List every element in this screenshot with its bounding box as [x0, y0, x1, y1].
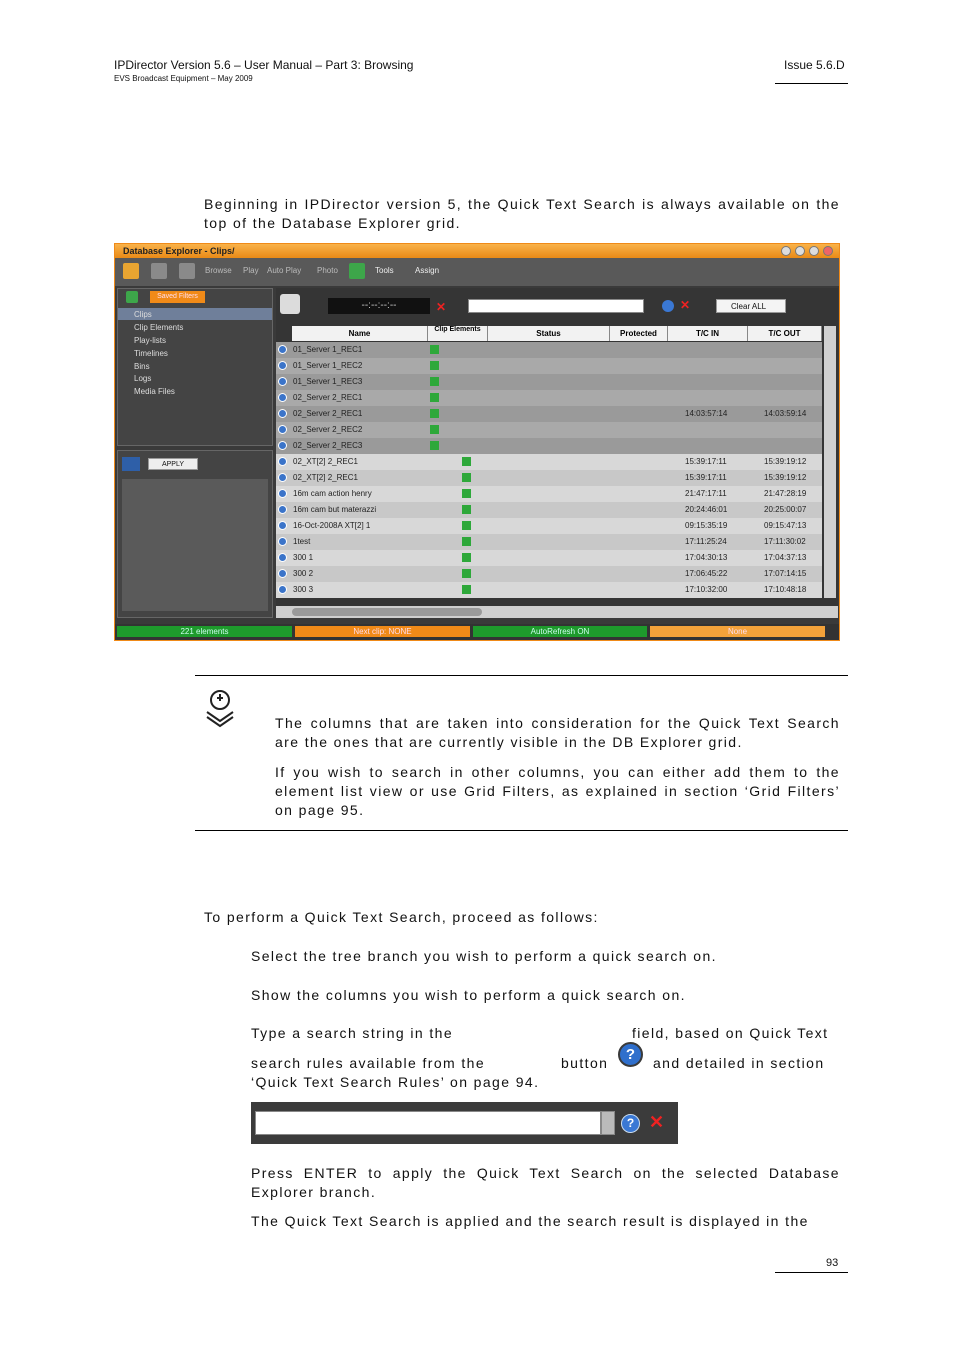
- table-row[interactable]: 300 3 17:10:32:00 17:10:48:18: [276, 582, 822, 598]
- maximize-icon[interactable]: [809, 246, 819, 256]
- column-tc-out[interactable]: T/C OUT: [748, 326, 822, 341]
- status-none: None: [650, 626, 825, 637]
- window-title: Database Explorer - Clips/: [123, 246, 235, 256]
- header-rule: [775, 83, 848, 84]
- step-5: The Quick Text Search is applied and the search result is displayed in the: [251, 1213, 809, 1229]
- header-title: IPDirector Version 5.6 – User Manual – Part 3: Browsing: [114, 58, 414, 72]
- step-3-part-f: ‘Quick Text Search Rules’ on page 94.: [251, 1074, 540, 1090]
- help-icon[interactable]: ?: [621, 1114, 640, 1133]
- vertical-scrollbar[interactable]: [824, 326, 836, 598]
- table-row[interactable]: 16m cam but materazzi 20:24:46:01 20:25:00:07: [276, 502, 822, 518]
- search-icon[interactable]: [122, 457, 140, 471]
- chevron-down-icon[interactable]: [601, 1111, 615, 1135]
- table-row[interactable]: 300 1 17:04:30:13 17:04:37:13: [276, 550, 822, 566]
- window-titlebar: [115, 244, 839, 258]
- play-button[interactable]: Play: [243, 266, 259, 275]
- table-row[interactable]: 02_Server 2_REC1 14:03:57:14 14:03:59:14: [276, 406, 822, 422]
- print-icon[interactable]: [151, 263, 167, 279]
- note-paragraph-2: If you wish to search in other columns, you can either add them to the element list view or use Grid Filters, as explained in section ‘Grid Filters’ on page 95.: [275, 764, 840, 818]
- table-row[interactable]: 16m cam action henry 21:47:17:11 21:47:28:19: [276, 486, 822, 502]
- table-row[interactable]: 02_XT[2] 2_REC1 15:39:17:11 15:39:19:12: [276, 454, 822, 470]
- step-3-part-a: Type a search string in the: [251, 1025, 453, 1041]
- printer-icon[interactable]: [179, 263, 195, 279]
- tree-item-playlists[interactable]: Play-lists: [134, 336, 167, 345]
- browse-button[interactable]: Browse: [205, 266, 232, 275]
- column-status[interactable]: Status: [488, 326, 610, 341]
- autoplay-button[interactable]: Auto Play: [267, 266, 302, 275]
- close-icon[interactable]: [823, 246, 833, 256]
- step-3-part-d: button: [561, 1055, 609, 1071]
- view-icon[interactable]: [123, 263, 139, 279]
- apply-button[interactable]: APPLY: [148, 458, 198, 470]
- table-row[interactable]: 02_XT[2] 2_REC1 15:39:17:11 15:39:19:12: [276, 470, 822, 486]
- refresh-icon[interactable]: [349, 263, 365, 279]
- note-bottom-rule: [195, 830, 848, 831]
- magnifier-icon[interactable]: [280, 294, 300, 314]
- step-3-part-e: and detailed in section: [653, 1055, 825, 1071]
- note-paragraph-1: The columns that are taken into consideration for the Quick Text Search are the ones that are currently visible in the DB Explorer grid.: [275, 715, 840, 750]
- tree-item-bins[interactable]: Bins: [134, 362, 150, 371]
- saved-filters-tab[interactable]: Saved Filters: [150, 291, 205, 303]
- footer-rule: [775, 1272, 848, 1273]
- grid-area: [276, 288, 838, 618]
- horizontal-scrollbar[interactable]: [276, 606, 838, 618]
- table-row[interactable]: 01_Server 1_REC2: [276, 358, 822, 374]
- table-row[interactable]: 1test 17:11:25:24 17:11:30:02: [276, 534, 822, 550]
- table-row[interactable]: 01_Server 1_REC1: [276, 342, 822, 358]
- clear-icon[interactable]: ✕: [649, 1112, 665, 1132]
- column-name[interactable]: Name: [292, 326, 428, 341]
- note-icon: [203, 688, 237, 728]
- timecode-field[interactable]: --:--:--:--: [328, 298, 430, 314]
- table-row[interactable]: 01_Server 1_REC3: [276, 374, 822, 390]
- database-explorer-screenshot: [114, 243, 840, 641]
- page-number: 93: [826, 1257, 839, 1269]
- status-autorefresh: AutoRefresh ON: [473, 626, 647, 637]
- step-3-part-b: field, based on Quick Text: [632, 1025, 829, 1041]
- grid-rows: [276, 342, 822, 598]
- step-1: Select the tree branch you wish to perform a quick search on.: [251, 948, 717, 964]
- photo-button[interactable]: Photo: [317, 266, 338, 275]
- quick-text-help-icon: ?: [618, 1042, 643, 1067]
- tree-item-media-files[interactable]: Media Files: [134, 387, 175, 396]
- note-top-rule: [195, 675, 848, 676]
- tree-item-timelines[interactable]: Timelines: [134, 349, 168, 358]
- filter-panel: [117, 450, 273, 618]
- column-tc-in[interactable]: T/C IN: [668, 326, 748, 341]
- clear-search-icon[interactable]: ✕: [680, 298, 691, 312]
- toolbar: [115, 258, 839, 286]
- assign-button[interactable]: Assign: [415, 266, 440, 275]
- step-4: Press ENTER to apply the Quick Text Search on the selected Database Explorer branch.: [251, 1165, 840, 1200]
- status-bar: [115, 624, 839, 640]
- help-window-icon[interactable]: [781, 246, 791, 256]
- table-row[interactable]: 300 2 17:06:45:22 17:07:14:15: [276, 566, 822, 582]
- tools-menu[interactable]: Tools: [375, 266, 394, 275]
- tree-item-clips[interactable]: Clips: [134, 310, 152, 319]
- step-3-part-c: search rules available from the: [251, 1055, 486, 1071]
- status-next-clip: Next clip: NONE: [295, 626, 470, 637]
- procedure-lead: To perform a Quick Text Search, proceed as follows:: [204, 909, 599, 925]
- minimize-icon[interactable]: [795, 246, 805, 256]
- header-subtitle: EVS Broadcast Equipment – May 2009: [114, 74, 253, 83]
- table-row[interactable]: 02_Server 2_REC2: [276, 422, 822, 438]
- tree-item-logs[interactable]: Logs: [134, 374, 152, 383]
- table-row[interactable]: 16-Oct-2008A XT[2] 1 09:15:35:19 09:15:47:13: [276, 518, 822, 534]
- quick-search-bar-image: [251, 1102, 678, 1144]
- tree-item-clip-elements[interactable]: Clip Elements: [134, 323, 184, 332]
- intro-paragraph: Beginning in IPDirector version 5, the Quick Text Search is always available on the top of the Database Explorer grid.: [204, 196, 840, 231]
- step-2: Show the columns you wish to perform a quick search on.: [251, 987, 686, 1003]
- quick-text-search-field[interactable]: [468, 299, 644, 313]
- help-icon[interactable]: [662, 300, 674, 312]
- quick-search-field[interactable]: [255, 1111, 601, 1135]
- table-row[interactable]: 02_Server 2_REC3: [276, 438, 822, 454]
- column-protected[interactable]: Protected: [610, 326, 668, 341]
- column-clip-elements[interactable]: Clip Elements: [428, 326, 488, 341]
- status-elements: 221 elements: [117, 626, 292, 637]
- clear-timecode-icon[interactable]: ✕: [436, 300, 447, 314]
- clear-all-button[interactable]: Clear ALL: [716, 299, 786, 313]
- header-issue: Issue 5.6.D: [784, 58, 845, 72]
- table-row[interactable]: 02_Server 2_REC1: [276, 390, 822, 406]
- refresh-tree-icon[interactable]: [126, 291, 138, 303]
- tree-panel: [117, 288, 273, 446]
